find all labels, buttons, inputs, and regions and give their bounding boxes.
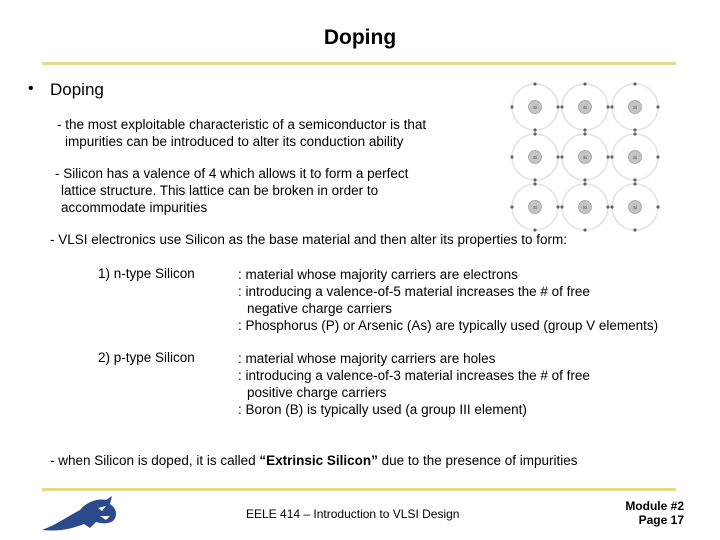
atom-label: Si — [532, 205, 538, 210]
lattice-group — [510, 82, 659, 231]
valence-electron — [560, 105, 563, 108]
ntype-description — [238, 266, 658, 334]
ptype-description — [238, 350, 590, 418]
paragraph-valence — [55, 165, 408, 216]
valence-electron — [583, 178, 586, 181]
paragraph-line: impurities can be introduced to alter its conduction ability — [65, 134, 404, 149]
valence-electron — [556, 205, 559, 208]
ptype-line: : introducing a valence-of-3 material increases the # of free — [238, 368, 590, 383]
atom-label: Si — [532, 105, 538, 110]
ntype-line: : material whose majority carriers are electrons — [238, 267, 518, 282]
valence-electron — [583, 228, 586, 231]
extrinsic-before: - when Silicon is doped, it is called — [50, 453, 260, 468]
top-divider — [42, 62, 676, 65]
atom-label: Si — [632, 205, 638, 210]
ntype-line: : introducing a valence-of-5 material increases the # of free — [238, 284, 590, 299]
valence-electron — [633, 128, 636, 131]
ntype-label: 1) n-type Silicon — [98, 266, 195, 281]
valence-electron — [633, 132, 636, 135]
atom-label: Si — [632, 105, 638, 110]
paragraph-vlsi: - VLSI electronics use Silicon as the base material and then alter its properties to form: — [50, 232, 568, 247]
extrinsic-after: due to the presence of impurities — [377, 453, 578, 468]
page-number: Page 17 — [638, 513, 684, 527]
valence-electron — [583, 182, 586, 185]
valence-electron — [633, 182, 636, 185]
valence-electron — [556, 105, 559, 108]
valence-electron — [533, 178, 536, 181]
atom-label: Si — [582, 205, 588, 210]
valence-electron — [510, 205, 513, 208]
valence-electron — [656, 205, 659, 208]
valence-electron — [610, 105, 613, 108]
ntype-line: : Phosphorus (P) or Arsenic (As) are typically used (group V elements) — [238, 318, 659, 333]
valence-electron — [533, 182, 536, 185]
valence-electron — [560, 205, 563, 208]
valence-electron — [610, 205, 613, 208]
extrinsic-bold: “Extrinsic Silicon” — [259, 453, 378, 468]
valence-electron — [510, 105, 513, 108]
valence-electron — [656, 105, 659, 108]
ptype-line: positive charge carriers — [247, 385, 387, 400]
slide-title: Doping — [323, 26, 397, 49]
valence-electron — [633, 178, 636, 181]
atom-label: Si — [582, 105, 588, 110]
bobcat-logo-icon — [40, 494, 120, 534]
valence-electron — [610, 155, 613, 158]
bottom-divider — [42, 488, 676, 491]
atom-label: Si — [532, 155, 538, 160]
valence-electron — [583, 132, 586, 135]
footer-course-title: EELE 414 – Introduction to VLSI Design — [246, 507, 460, 521]
valence-electron — [606, 155, 609, 158]
paragraph-line: - Silicon has a valence of 4 which allows it to form a perfect — [55, 166, 409, 181]
valence-electron — [633, 82, 636, 85]
valence-electron — [556, 155, 559, 158]
bullet-heading: Doping — [50, 80, 104, 99]
paragraph-line: - the most exploitable characteristic of a semiconductor is that — [57, 117, 427, 132]
valence-electron — [656, 155, 659, 158]
valence-electron — [606, 105, 609, 108]
module-number: Module #2 — [625, 499, 684, 513]
paragraph-line: lattice structure. This lattice can be broken in order to — [61, 183, 379, 198]
ntype-line: negative charge carriers — [247, 301, 392, 316]
paragraph-line: accommodate impurities — [61, 200, 208, 215]
valence-electron — [583, 128, 586, 131]
valence-electron — [583, 82, 586, 85]
valence-electron — [633, 228, 636, 231]
valence-electron — [510, 155, 513, 158]
valence-electron — [606, 205, 609, 208]
valence-electron — [533, 82, 536, 85]
paragraph-exploitable — [57, 116, 426, 150]
atom-label: Si — [582, 155, 588, 160]
valence-electron — [533, 128, 536, 131]
ptype-label: 2) p-type Silicon — [98, 350, 195, 365]
valence-electron — [560, 155, 563, 158]
atom-label: Si — [632, 155, 638, 160]
silicon-lattice-diagram — [506, 78, 664, 240]
ptype-line: : Boron (B) is typically used (a group III element) — [238, 402, 527, 417]
valence-electron — [533, 132, 536, 135]
footer-module-page — [625, 499, 684, 527]
ptype-line: : material whose majority carriers are holes — [238, 351, 496, 366]
bullet-marker: • — [28, 80, 34, 97]
paragraph-extrinsic — [50, 452, 578, 469]
